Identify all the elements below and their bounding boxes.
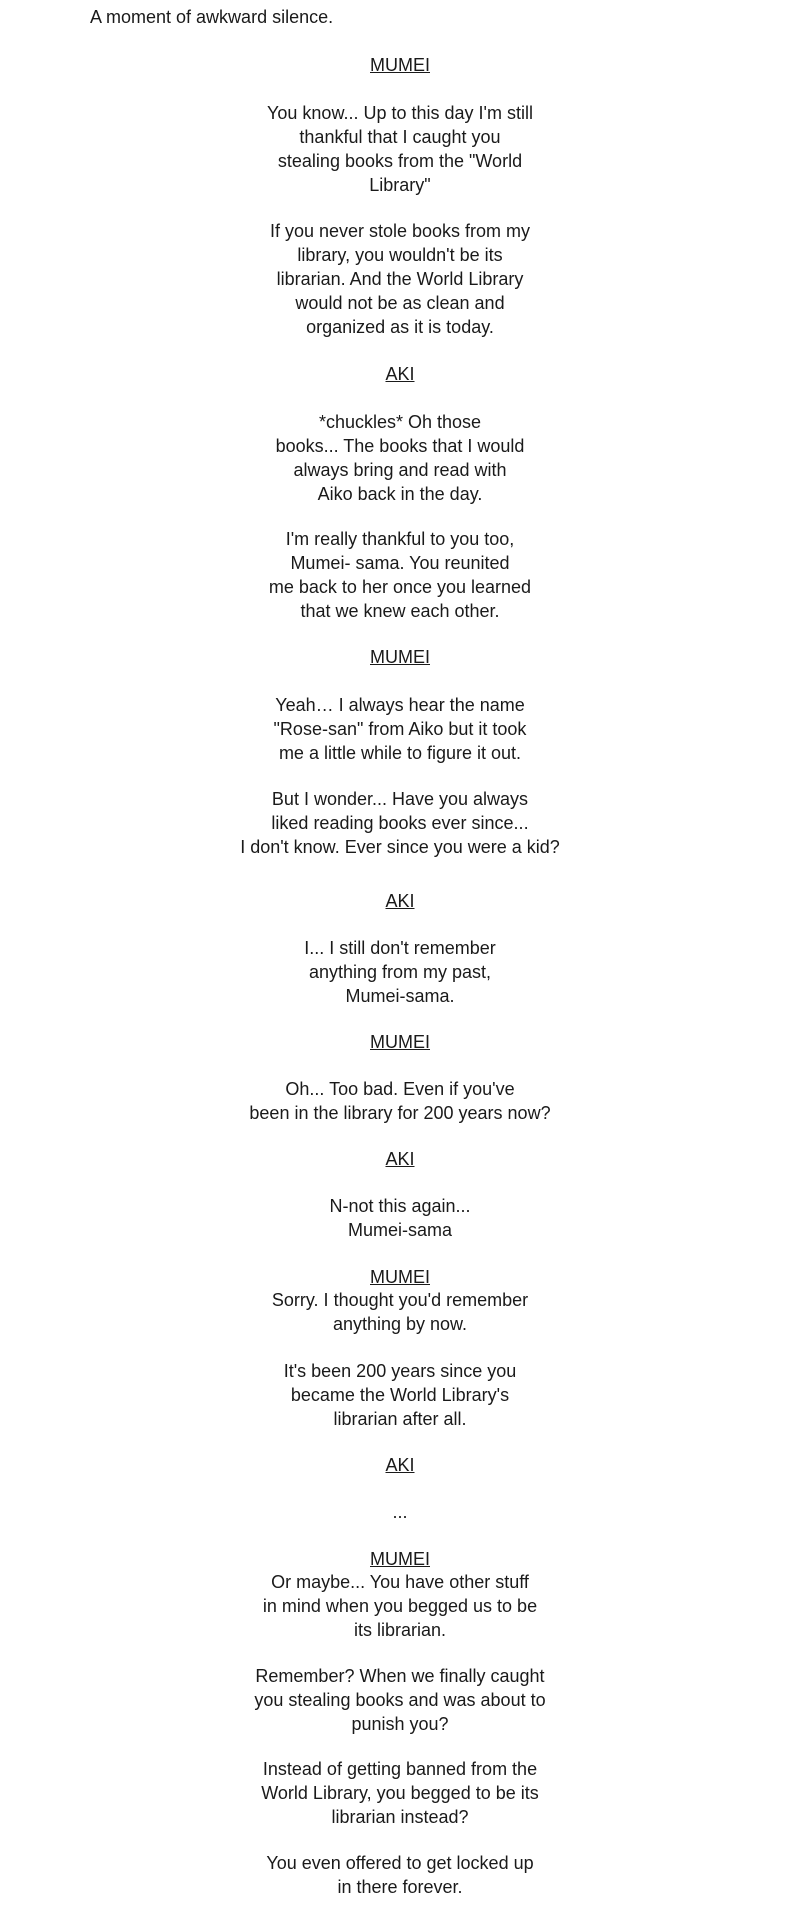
- dialogue-line: Or maybe... You have other stuff: [271, 1572, 529, 1592]
- dialogue-line: anything from my past,: [308, 962, 492, 982]
- dialogue-line: Library": [369, 175, 431, 195]
- dialogue-line: its librarian.: [353, 1620, 447, 1640]
- speaker-name: [150, 1453, 650, 1477]
- dialogue-block: [150, 1570, 650, 1642]
- dialogue-line: became the World Library's: [290, 1385, 510, 1405]
- dialogue-block: [150, 410, 650, 506]
- dialogue-line: thankful that I caught you: [299, 127, 501, 147]
- dialogue-line: would not be as clean and: [295, 293, 505, 313]
- dialogue-block: [150, 936, 650, 1008]
- dialogue-line: *chuckles* Oh those: [318, 412, 482, 432]
- dialogue-line: that we knew each other.: [300, 601, 500, 621]
- dialogue-line: librarian after all.: [333, 1409, 467, 1429]
- dialogue-block: [150, 219, 650, 339]
- speaker-name: [150, 1265, 650, 1289]
- dialogue-line: always bring and read with: [293, 460, 507, 480]
- dialogue-line: World Library, you begged to be its: [261, 1783, 539, 1803]
- dialogue-line: in mind when you begged us to be: [262, 1596, 538, 1616]
- speaker-label: MUMEI: [370, 1549, 430, 1569]
- dialogue-line: in there forever.: [337, 1877, 463, 1897]
- speaker-name: [150, 1030, 650, 1054]
- dialogue-block: [150, 787, 650, 859]
- dialogue-block: [150, 1077, 650, 1125]
- dialogue-block: [150, 1500, 650, 1524]
- dialogue-line: "Rose-san" from Aiko but it took: [273, 719, 527, 739]
- dialogue-line: library, you wouldn't be its: [297, 245, 503, 265]
- speaker-name: [150, 1547, 650, 1571]
- dialogue-line: punish you?: [351, 1714, 449, 1734]
- dialogue-block: [150, 1194, 650, 1242]
- dialogue-line: Yeah… I always hear the name: [275, 695, 525, 715]
- speaker-label: AKI: [385, 891, 415, 911]
- dialogue-line: anything by now.: [332, 1314, 468, 1334]
- dialogue-block: [150, 693, 650, 765]
- intro-line: A moment of awkward silence.: [90, 7, 334, 27]
- dialogue-line: Sorry. I thought you'd remember: [271, 1290, 529, 1310]
- dialogue-line: You know... Up to this day I'm still: [267, 103, 533, 123]
- dialogue-line: It's been 200 years since you: [283, 1361, 517, 1381]
- dialogue-line: organized as it is today.: [306, 317, 494, 337]
- dialogue-line: I'm really thankful to you too,: [285, 529, 515, 549]
- dialogue-block: [150, 1757, 650, 1829]
- dialogue-line: you stealing books and was about to: [254, 1690, 546, 1710]
- dialogue-line: I... I still don't remember: [304, 938, 496, 958]
- dialogue-line: N-not this again...: [329, 1196, 471, 1216]
- dialogue-line: But I wonder... Have you always: [271, 789, 529, 809]
- dialogue-line: librarian. And the World Library: [276, 269, 524, 289]
- dialogue-line: been in the library for 200 years now?: [249, 1103, 551, 1123]
- dialogue-line: ...: [392, 1502, 408, 1522]
- speaker-label: AKI: [385, 1455, 415, 1475]
- dialogue-block: [150, 527, 650, 623]
- dialogue-block: [150, 1664, 650, 1736]
- dialogue-line: Remember? When we finally caught: [255, 1666, 545, 1686]
- dialogue-line: Oh... Too bad. Even if you've: [285, 1079, 515, 1099]
- speaker-label: AKI: [385, 364, 415, 384]
- dialogue-line: Mumei-sama.: [345, 986, 455, 1006]
- dialogue-line: stealing books from the "World: [277, 151, 523, 171]
- speaker-name: [150, 362, 650, 386]
- speaker-label: MUMEI: [370, 1032, 430, 1052]
- dialogue-line: books... The books that I would: [275, 436, 525, 456]
- dialogue-block: [150, 101, 650, 197]
- speaker-label: MUMEI: [370, 55, 430, 75]
- speaker-name: [150, 889, 650, 913]
- dialogue-line: You even offered to get locked up: [266, 1853, 534, 1873]
- speaker-name: [150, 1147, 650, 1171]
- dialogue-line: me a little while to figure it out.: [278, 743, 522, 763]
- speaker-label: MUMEI: [370, 647, 430, 667]
- dialogue-line: If you never stole books from my: [269, 221, 531, 241]
- dialogue-block: [150, 1359, 650, 1431]
- dialogue-block: [150, 1851, 650, 1899]
- speaker-label: MUMEI: [370, 1267, 430, 1287]
- speaker-name: [150, 645, 650, 669]
- dialogue-line: Instead of getting banned from the: [262, 1759, 538, 1779]
- dialogue-line: I don't know. Ever since you were a kid?: [240, 837, 560, 857]
- dialogue-block: [150, 1288, 650, 1336]
- dialogue-line: librarian instead?: [331, 1807, 469, 1827]
- dialogue-line: Aiko back in the day.: [317, 484, 483, 504]
- dialogue-line: liked reading books ever since...: [271, 813, 529, 833]
- speaker-name: [150, 53, 650, 77]
- dialogue-line: Mumei-sama: [347, 1220, 453, 1240]
- dialogue-line: Mumei- sama. You reunited: [290, 553, 510, 573]
- dialogue-line: me back to her once you learned: [268, 577, 532, 597]
- speaker-label: AKI: [385, 1149, 415, 1169]
